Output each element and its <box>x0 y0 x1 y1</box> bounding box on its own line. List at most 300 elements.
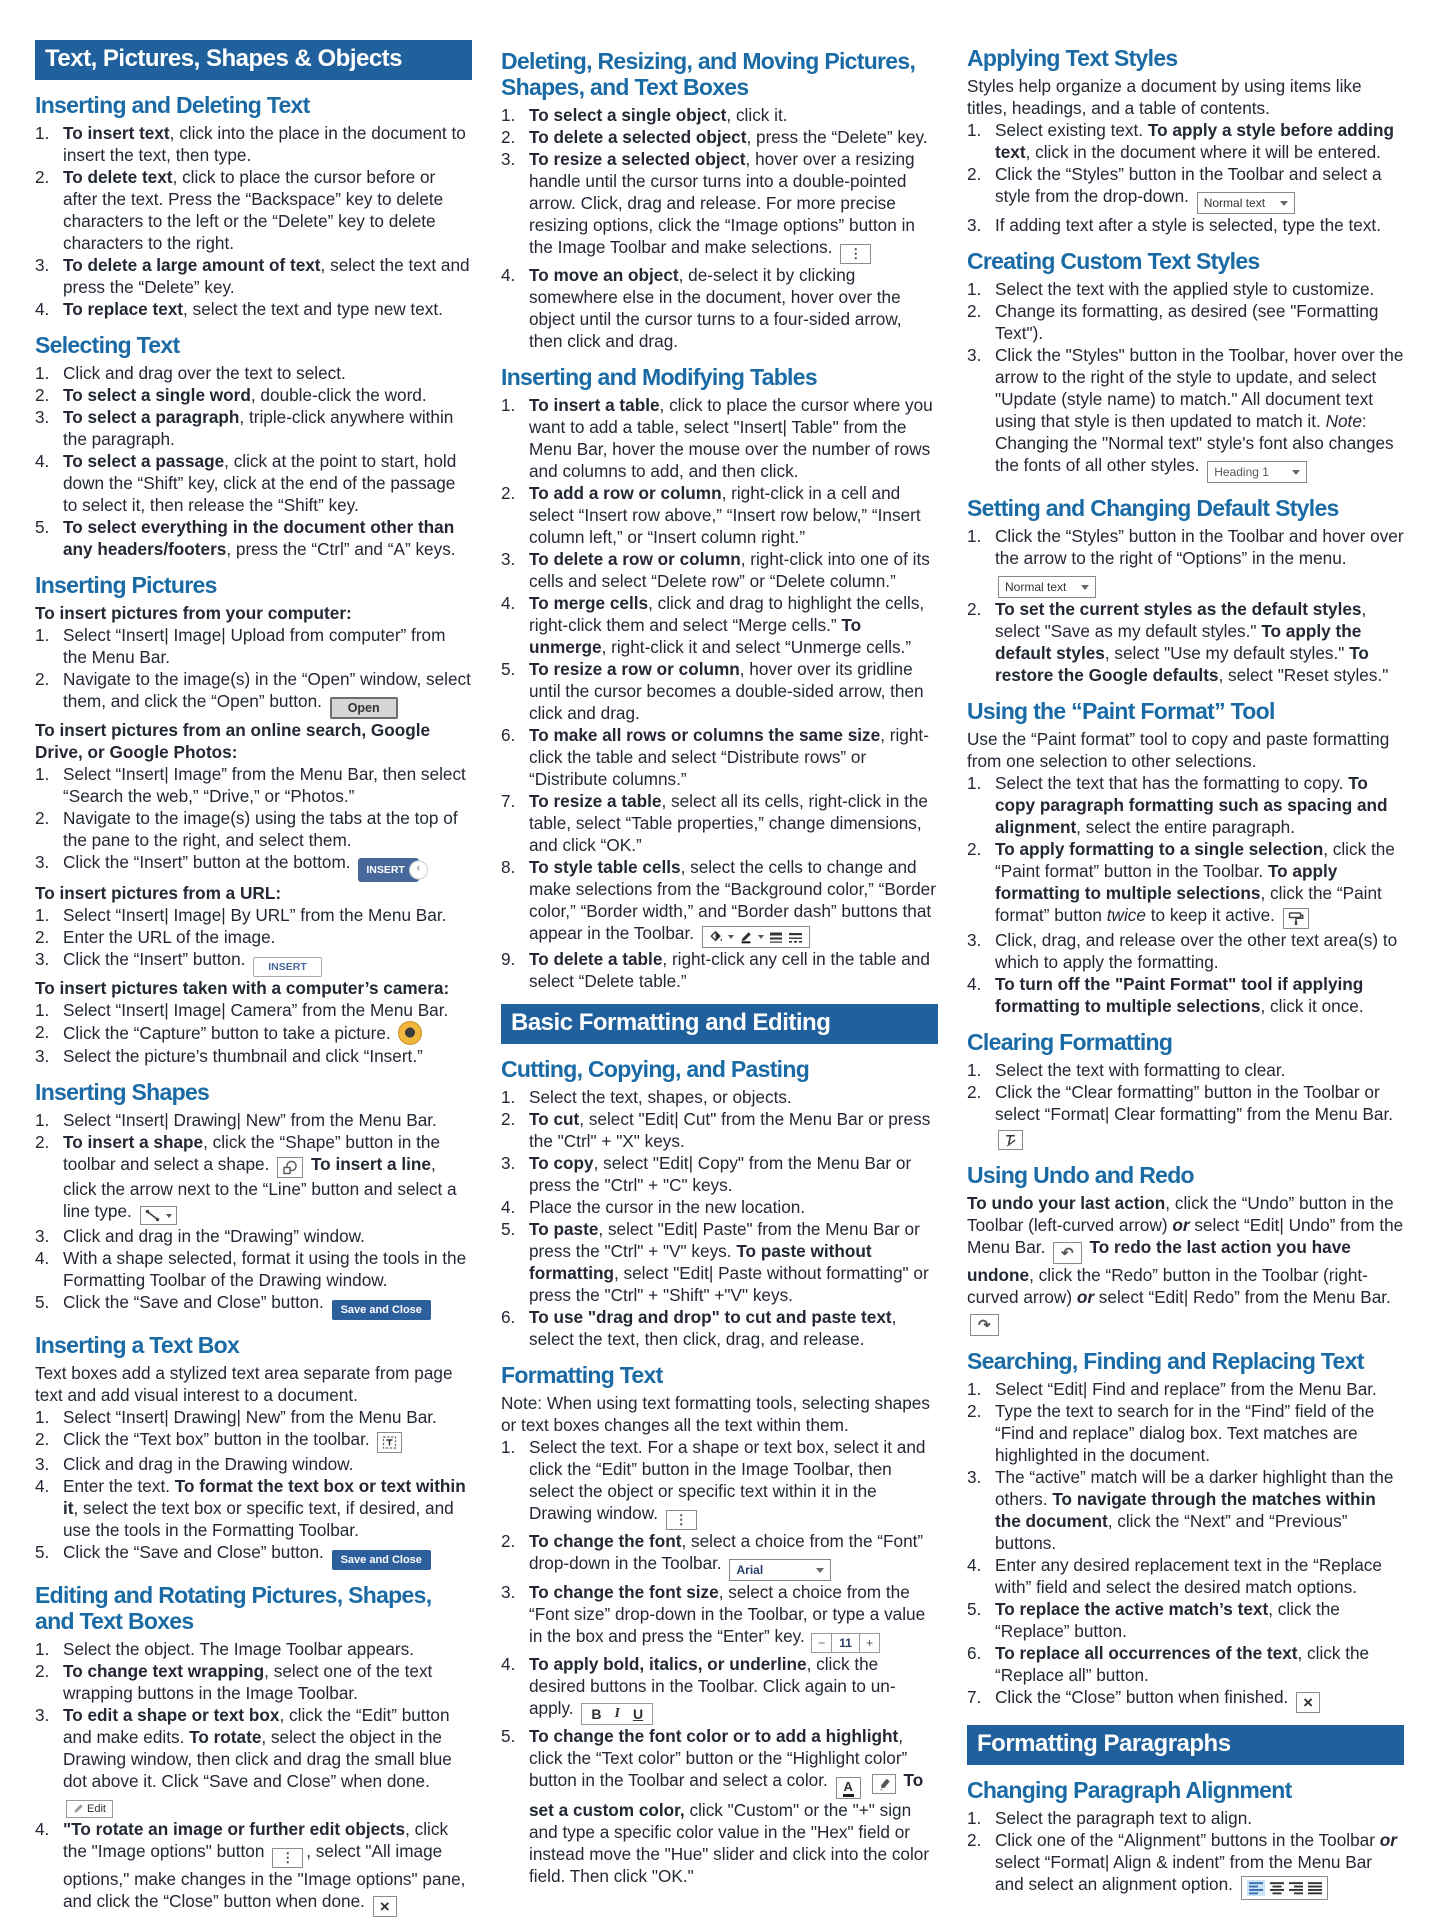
list-item-text <box>63 1406 472 1428</box>
list-item <box>501 264 938 352</box>
dropdown-arrow-icon <box>816 1568 824 1573</box>
list-item-text <box>529 148 938 264</box>
bold-run: To select everything in the document other than any headers/footers <box>63 517 455 559</box>
text-run: , click the “Edit” button and make edits. <box>63 1705 450 1747</box>
font-size-stepper <box>813 1633 881 1653</box>
glyph: ⋮ <box>849 246 863 261</box>
alignment-buttons <box>1241 1876 1328 1900</box>
widget-label: Arial <box>736 1563 764 1577</box>
text-run: Click the “Styles” button in the Toolbar and select a style from the drop-down. <box>995 164 1382 206</box>
text-run: , select "Edit| Paste without formatting" or press the "Ctrl" + "Shift" +"V" keys. <box>529 1263 929 1305</box>
redo-icon <box>970 1314 999 1336</box>
list-number: 4. <box>967 1555 982 1575</box>
text-run: Click the “Styles” button in the Toolbar and hover over the arrow to the right of “Options” in the menu. <box>995 526 1404 568</box>
list-item-text <box>529 126 938 148</box>
paragraph <box>35 719 472 763</box>
dropdown-arrow-icon <box>1292 470 1300 475</box>
bold-run: "To rotate an image or further edit objects <box>63 1818 406 1839</box>
list-item-text <box>63 1225 472 1247</box>
text-run: Navigate to the image(s) in the “Open” window, select them, and click the “Open” button. <box>63 669 471 711</box>
border-color-icon <box>739 930 753 944</box>
glyph: ⋮ <box>281 1849 295 1865</box>
text-run: , double-click the word. <box>250 385 427 405</box>
list-number: 1. <box>35 123 50 143</box>
list-item <box>501 148 938 264</box>
text-run: , click the “Paint format” button in the Toolbar. <box>995 839 1395 881</box>
text-run: Click and drag over the text to select. <box>63 363 346 383</box>
text-run: , hover over a resizing handle until the cursor turns into a double-pointed arrow. Click, drag and release. For more precise resizing options, click the “Image options” button in the Image Toolbar and make selections. <box>529 149 915 257</box>
list-item-text <box>63 807 472 851</box>
glyph: ↷ <box>978 1317 991 1334</box>
text-run: , select "All image options," make changes in the "Image options" pane, and click the “Close” button when done. <box>63 1840 466 1911</box>
text-run: Enter the text. <box>63 1476 175 1496</box>
align-center-icon <box>1270 1881 1284 1895</box>
bold-button: B <box>591 1706 602 1722</box>
list-item <box>967 1829 1404 1900</box>
text-run: , right-click in a cell and select “Insert row above,” “Insert row below,” “Insert column left,” or “Insert column right.” <box>529 483 921 547</box>
list-number: 4. <box>501 1654 516 1674</box>
text-run: , select a choice from the “Font” drop-down in the Toolbar. <box>529 1531 924 1573</box>
list-number: 1. <box>35 625 50 645</box>
list-number: 1. <box>967 1060 982 1080</box>
list-item-text <box>63 1291 472 1320</box>
text-run: Change its formatting, as desired (see "Formatting Text"). <box>995 301 1379 343</box>
dropdown-arrow-icon <box>166 1214 172 1218</box>
list-item <box>35 1660 472 1704</box>
list-item-text <box>995 214 1404 236</box>
glyph: ↶ <box>1061 1245 1074 1262</box>
list-item <box>35 624 472 668</box>
list-number: 2. <box>501 483 516 503</box>
save-and-close-button <box>332 1300 431 1320</box>
text-run: Select “Insert| Image| Upload from computer” from the Menu Bar. <box>63 625 446 667</box>
list-item-text <box>63 298 472 320</box>
list-number: 6. <box>501 1307 516 1327</box>
text-run: Select existing text. <box>995 120 1148 140</box>
list-number: 2. <box>35 808 50 828</box>
bold-run: To insert text <box>63 123 170 143</box>
list-item <box>967 344 1404 483</box>
column-2 <box>501 36 938 1887</box>
list-item <box>35 1704 472 1818</box>
bold-run: To insert pictures taken with a computer’s camera: <box>35 978 450 998</box>
list-item-text <box>995 1807 1404 1829</box>
list-item <box>967 1686 1404 1713</box>
list-number: 5. <box>35 1292 50 1312</box>
bold-run: To add a row or column <box>529 483 722 503</box>
list-item-text <box>529 264 938 352</box>
list-number: 6. <box>501 725 516 745</box>
list-number: 2. <box>967 1830 982 1850</box>
section-heading: Using Undo and Redo <box>967 1162 1194 1188</box>
list-number: 2. <box>35 669 50 689</box>
section-heading: Cutting, Copying, and Pasting <box>501 1056 810 1082</box>
list-number: 2. <box>967 301 982 321</box>
list-item-text <box>995 163 1404 214</box>
list-number: 1. <box>35 1639 50 1659</box>
list-number: 1. <box>967 120 982 140</box>
list-item-text <box>63 122 472 166</box>
widget-label: Normal text <box>1005 580 1067 594</box>
list-item <box>35 1021 472 1045</box>
list-item <box>35 298 472 320</box>
list-item <box>501 1581 938 1653</box>
text-run: , click the “Next” and “Previous” buttons. <box>995 1511 1348 1553</box>
list-item-text <box>63 1475 472 1541</box>
list-number: 4. <box>501 265 516 285</box>
bold-run: To replace all occurrences of the text <box>995 1643 1298 1663</box>
list-item-text <box>995 344 1404 483</box>
text-run: , right-click it and select “Unmerge cells.” <box>601 637 912 657</box>
list-item-text <box>995 973 1404 1017</box>
font-dropdown <box>729 1559 831 1581</box>
bold-run: To change text wrapping <box>63 1661 265 1681</box>
list-item-text <box>529 592 938 658</box>
list-item-text <box>529 1196 938 1218</box>
list-item-text <box>63 1247 472 1291</box>
text-run: Styles help organize a document by using items like titles, headings, and a table of contents. <box>967 76 1362 118</box>
list-item <box>35 1247 472 1291</box>
text-run: , click the “Replace all” button. <box>995 1643 1370 1685</box>
list-item-text <box>995 1686 1404 1713</box>
styles-dropdown <box>998 576 1096 598</box>
text-run: , click at the point to start, hold down the “Shift” key, click at the end of the passage to select it, then release the “Shift” key. <box>63 451 457 515</box>
paint-format-icon <box>1283 908 1309 929</box>
list-number: 1. <box>501 105 516 125</box>
list-number: 7. <box>967 1687 982 1707</box>
list-item-text <box>63 1021 472 1045</box>
underline-button: U <box>632 1706 644 1722</box>
text-run: Enter the URL of the image. <box>63 927 276 947</box>
list-item-text <box>63 166 472 254</box>
image-options-icon <box>272 1848 303 1868</box>
list-item <box>501 1653 938 1725</box>
section-banner: Formatting Paragraphs <box>967 1725 1404 1765</box>
bold-run: To select a single word <box>63 385 251 405</box>
text-run: Select the text that has the formatting to copy. <box>995 773 1349 793</box>
text-run: Enter any desired replacement text in the “Replace with” field and select the desired match options. <box>995 1555 1382 1597</box>
list-item-text <box>529 482 938 548</box>
list-item-text <box>529 1306 938 1350</box>
list-item-text <box>63 1131 472 1225</box>
italic-run: twice <box>1106 905 1146 925</box>
bold-run: To redo the last action you have undone <box>967 1237 1351 1285</box>
list-item-text <box>63 624 472 668</box>
list-item <box>501 1530 938 1581</box>
text-run: , right-click any cell in the table and select “Delete table.” <box>529 949 930 991</box>
align-left-icon <box>1247 1880 1265 1896</box>
list-item <box>501 1086 938 1108</box>
bold-run: or <box>1076 1287 1095 1307</box>
text-run: Select “Insert| Drawing| New” from the Menu Bar. <box>63 1407 437 1427</box>
text-run: , select "Reset styles." <box>1218 665 1389 685</box>
section-heading: Clearing Formatting <box>967 1029 1173 1055</box>
shape-tool-icon <box>277 1157 303 1178</box>
list-number: 5. <box>501 1726 516 1746</box>
list-number: 2. <box>35 1661 50 1681</box>
text-run: Click the “Close” button when finished. <box>995 1687 1294 1707</box>
list-number: 2. <box>35 1022 50 1042</box>
list-item-text <box>529 1152 938 1196</box>
bold-run: To move an object <box>529 265 679 285</box>
list-item-text <box>63 948 472 977</box>
list-number: 9. <box>501 949 516 969</box>
text-run: , select "Edit| Copy" from the Menu Bar or press the "Ctrl" + "C" keys. <box>529 1153 912 1195</box>
list-item <box>501 1152 938 1196</box>
section-heading: Using the “Paint Format” Tool <box>967 698 1275 724</box>
list-number: 5. <box>501 659 516 679</box>
list-number: 5. <box>35 517 50 537</box>
list-number: 4. <box>35 299 50 319</box>
line-tool-dropdown-icon <box>140 1206 177 1225</box>
text-run: Select “Edit| Find and replace” from the Menu Bar. <box>995 1379 1377 1399</box>
bold-run: To cut <box>529 1109 580 1129</box>
list-number: 2. <box>35 167 50 187</box>
text-run: Select the picture’s thumbnail and click “Insert.” <box>63 1046 423 1066</box>
column-3 <box>967 33 1404 1900</box>
bold-run: To navigate through the matches within the document <box>995 1489 1376 1531</box>
list-number: 1. <box>501 1087 516 1107</box>
text-run: Place the cursor in the new location. <box>529 1197 806 1217</box>
text-run: , click to place the cursor where you want to add a table, select "Insert| Table" from the Menu Bar, hover the mouse over the number of rows and columns to add, and then click. <box>529 395 933 481</box>
list-number: 3. <box>501 149 516 169</box>
text-run: , click and drag to highlight the cells, right-click them and select “Merge cells.” <box>529 593 925 635</box>
text-run: , click the “Text color” button or the “Highlight color” button in the Toolbar and select a color. <box>529 1726 908 1790</box>
text-run: Click the “Capture” button to take a picture. <box>63 1023 396 1043</box>
list-item-text <box>995 1642 1404 1686</box>
list-item-text <box>995 1378 1404 1400</box>
list-number: 3. <box>501 1582 516 1602</box>
list-number: 3. <box>35 852 50 872</box>
text-run: Click the “Save and Close” button. <box>63 1542 329 1562</box>
list-number: 2. <box>501 1109 516 1129</box>
list-number: 4. <box>967 974 982 994</box>
list-number: 4. <box>501 1197 516 1217</box>
text-run: , de-select it by clicking somewhere else in the document, hover over the object until the cursor turns to a four-sided arrow, then click and drag. <box>529 265 902 351</box>
list-number: 5. <box>35 1542 50 1562</box>
text-run: Select the paragraph text to align. <box>995 1808 1253 1828</box>
section-heading: Setting and Changing Default Styles <box>967 495 1339 521</box>
glyph: × <box>379 1896 390 1916</box>
list-item-text <box>995 1466 1404 1554</box>
text-run: With a shape selected, format it using the tools in the Formatting Toolbar of the Drawing window. <box>63 1248 467 1290</box>
section-banner: Text, Pictures, Shapes & Objects <box>35 40 472 80</box>
list-item-text <box>63 384 472 406</box>
list-item <box>967 1400 1404 1466</box>
list-item-text <box>529 1086 938 1108</box>
bold-run: To insert pictures from an online search, Google Drive, or Google Photos: <box>35 720 431 762</box>
list-item <box>967 772 1404 838</box>
widget-label: INSERT <box>268 961 307 973</box>
list-item-text <box>529 1436 938 1530</box>
list-item <box>501 948 938 992</box>
list-number: 3. <box>967 215 982 235</box>
bold-run: To select a paragraph <box>63 407 240 427</box>
list-item <box>501 1218 938 1306</box>
list-item-text <box>63 1109 472 1131</box>
text-run: Text boxes add a stylized text area separate from page text and add visual interest to a document. <box>35 1363 453 1405</box>
list-item <box>967 973 1404 1017</box>
list-item <box>501 548 938 592</box>
section-heading: Editing and Rotating Pictures, Shapes, and Text Boxes <box>35 1582 432 1634</box>
bold-run: To rotate <box>189 1727 262 1747</box>
list-number: 2. <box>967 164 982 184</box>
text-run: , click the arrow next to the “Line” button and select a line type. <box>63 1154 457 1221</box>
list-item-text <box>63 1638 472 1660</box>
text-run: , select the text and type new text. <box>183 299 443 319</box>
list-item <box>967 929 1404 973</box>
bold-run: To copy paragraph formatting such as spacing and alignment <box>995 773 1388 837</box>
list-item <box>967 1378 1404 1400</box>
text-run: , select "Use my default styles." <box>1104 643 1350 663</box>
text-run: , click the "Image options" button <box>63 1818 449 1861</box>
list-item-text <box>995 1554 1404 1598</box>
bold-run: To apply formatting to multiple selections <box>995 861 1338 903</box>
bold-run: To style table cells <box>529 857 681 877</box>
text-run: Click the “Insert” button. <box>63 949 251 969</box>
list-item-text <box>529 104 938 126</box>
text-run: , click the “Paint format” button <box>995 883 1382 925</box>
list-number: 4. <box>501 593 516 613</box>
list-item <box>967 163 1404 214</box>
list-number: 1. <box>967 526 982 546</box>
border-width-icon <box>769 931 783 944</box>
list-item <box>501 1306 938 1350</box>
bold-run: To paste <box>529 1219 599 1239</box>
list-number: 2. <box>35 1429 50 1449</box>
list-number: 4. <box>35 451 50 471</box>
list-item-text <box>529 548 938 592</box>
image-options-icon <box>840 244 871 264</box>
widget-label: A <box>843 1779 854 1797</box>
list-item <box>501 104 938 126</box>
list-item-text <box>63 254 472 298</box>
text-run: Click one of the “Alignment” buttons in the Toolbar <box>995 1830 1380 1850</box>
section-banner: Basic Formatting and Editing <box>501 1004 938 1044</box>
list-item <box>501 856 938 948</box>
list-number: 2. <box>501 127 516 147</box>
list-item-text <box>529 856 938 948</box>
list-number: 3. <box>35 1454 50 1474</box>
list-number: 4. <box>35 1248 50 1268</box>
bold-run: To delete a row or column <box>529 549 741 569</box>
list-item <box>35 1225 472 1247</box>
list-item-text <box>529 1581 938 1653</box>
text-run: Select the text with the applied style to customize. <box>995 279 1375 299</box>
list-item-text <box>995 1598 1404 1642</box>
list-item <box>35 450 472 516</box>
text-run: , select the entire paragraph. <box>1076 817 1295 837</box>
list-item <box>967 1554 1404 1598</box>
text-run: Navigate to the image(s) using the tabs at the top of the pane to the right, and select them. <box>63 808 458 850</box>
list-item <box>35 763 472 807</box>
widget-label: Save and Close <box>340 1554 422 1566</box>
list-number: 1. <box>967 1808 982 1828</box>
list-number: 1. <box>501 395 516 415</box>
list-item-text <box>63 999 472 1021</box>
section-heading: Selecting Text <box>35 332 180 358</box>
list-item <box>967 1466 1404 1554</box>
image-options-icon <box>666 1510 697 1530</box>
dropdown-arrow-icon <box>1280 201 1288 206</box>
highlight-color-button <box>872 1774 896 1794</box>
list-item <box>35 1045 472 1067</box>
open-button <box>330 697 398 719</box>
text-run: , click in the document where it will be entered. <box>1025 142 1381 162</box>
list-number: 3. <box>501 549 516 569</box>
paragraph <box>35 602 472 624</box>
styles-dropdown-heading1 <box>1207 461 1307 483</box>
list-number: 1. <box>501 1437 516 1457</box>
list-item-text <box>63 516 472 560</box>
save-and-close-button <box>332 1550 431 1570</box>
bold-run: To insert a shape <box>63 1132 204 1152</box>
bold-run: To insert pictures from your computer: <box>35 603 352 623</box>
text-run: Click and drag in the Drawing window. <box>63 1454 354 1474</box>
list-item <box>501 1196 938 1218</box>
list-item <box>35 516 472 560</box>
italic-run: Note <box>1325 411 1362 431</box>
bold-run: To delete a large amount of text <box>63 255 321 275</box>
text-run: select “Edit| Undo” from the Menu Bar. <box>967 1215 1404 1257</box>
list-item <box>967 525 1404 598</box>
camera-capture-icon <box>398 1021 422 1045</box>
list-number: 1. <box>35 764 50 784</box>
bold-italic-underline-buttons <box>581 1703 653 1725</box>
text-run: , triple-click anywhere within the paragraph. <box>63 407 454 449</box>
list-item <box>35 926 472 948</box>
list-item-text <box>529 1653 938 1725</box>
list-number: 3. <box>967 345 982 365</box>
list-item <box>501 1725 938 1887</box>
text-run: , click the “Undo” button in the Toolbar (left-curved arrow) <box>967 1193 1394 1235</box>
insert-button-outline <box>253 957 322 977</box>
list-item <box>501 658 938 724</box>
list-number: 2. <box>967 839 982 859</box>
list-number: 1. <box>35 363 50 383</box>
list-number: 3. <box>967 930 982 950</box>
bold-run: To delete a selected object <box>529 127 747 147</box>
text-run: Click the "Styles" button in the Toolbar, hover over the arrow to the right of the style to update, and select "Update (style name) to match." All document text using that style is then updated to match it. <box>995 345 1404 431</box>
list-item-text <box>529 1108 938 1152</box>
text-run: , right-click the table and select “Distribute rows” or “Distribute columns.” <box>529 725 929 789</box>
list-number: 7. <box>501 791 516 811</box>
font-size-plus: + <box>859 1633 880 1653</box>
list-item-text <box>529 948 938 992</box>
list-item-text <box>63 1453 472 1475</box>
text-run: Select the text. For a shape or text box, select it and click the “Edit” button in the Image Toolbar, then select the object or specific text within it in the Drawing window. <box>529 1437 926 1523</box>
text-run: If adding text after a style is selected, type the text. <box>995 215 1381 235</box>
bold-run: To set a custom color, <box>529 1770 924 1820</box>
text-run: Select the text, shapes, or objects. <box>529 1087 792 1107</box>
bold-run: To replace text <box>63 299 184 319</box>
bold-run: To paste without formatting <box>529 1241 872 1283</box>
list-item-text <box>63 1045 472 1067</box>
list-item <box>967 214 1404 236</box>
list-number: 2. <box>501 1531 516 1551</box>
paragraph <box>967 728 1404 772</box>
edit-button <box>66 1800 113 1818</box>
list-item <box>501 126 938 148</box>
widget-label: Heading 1 <box>1214 465 1269 479</box>
bold-run: To apply the default styles <box>995 621 1362 663</box>
text-run: , press the “Ctrl” and “A” keys. <box>226 539 456 559</box>
list-item <box>35 1475 472 1541</box>
section-heading: Applying Text Styles <box>967 45 1178 71</box>
text-run: , select the text, then click, drag, and release. <box>529 1307 897 1349</box>
bold-run: To change the font <box>529 1531 682 1551</box>
list-item-text <box>63 1704 472 1818</box>
